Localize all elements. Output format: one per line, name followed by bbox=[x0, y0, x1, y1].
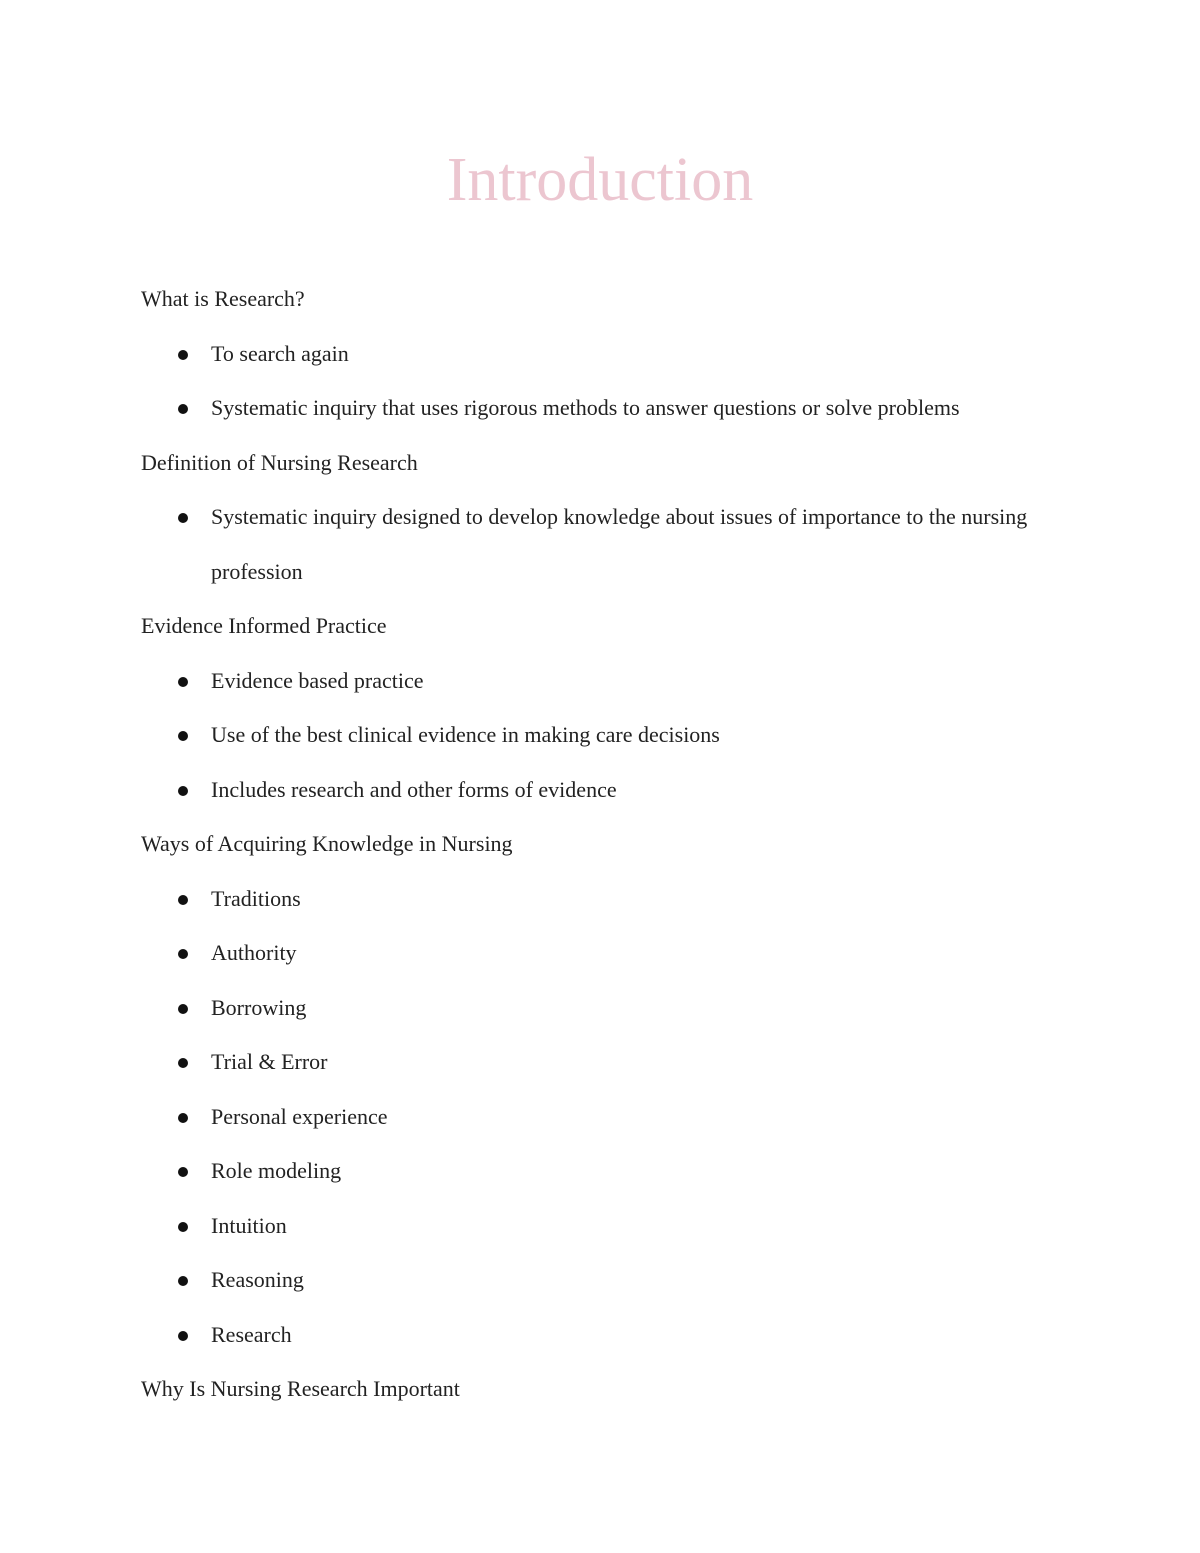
list-item bbox=[141, 327, 1041, 382]
section-heading: Why Is Nursing Research Important bbox=[141, 1376, 460, 1401]
bullet-list bbox=[141, 490, 1041, 599]
document-body bbox=[141, 272, 1041, 1417]
list-item bbox=[141, 1090, 1041, 1145]
bullet-icon bbox=[178, 1167, 188, 1177]
page-title: Introduction bbox=[446, 146, 754, 214]
bullet-icon bbox=[178, 350, 188, 360]
list-item-text: Borrowing bbox=[211, 994, 307, 1020]
list-item-text: Research bbox=[211, 1321, 292, 1347]
bullet-list bbox=[141, 327, 1041, 436]
list-item-text: To search again bbox=[211, 340, 349, 366]
list-item-text: Systematic inquiry that uses rigorous methods to answer questions or solve problems bbox=[211, 395, 960, 420]
bullet-icon bbox=[178, 731, 188, 741]
section-heading: What is Research? bbox=[141, 286, 305, 311]
list-item bbox=[141, 1253, 1041, 1308]
list-item-text: Evidence based practice bbox=[211, 667, 424, 693]
bullet-icon bbox=[178, 949, 188, 959]
list-item bbox=[141, 763, 1041, 818]
list-item-text: Authority bbox=[211, 940, 297, 965]
list-item-text: Traditions bbox=[211, 885, 301, 911]
list-item bbox=[141, 981, 1041, 1036]
bullet-icon bbox=[178, 1004, 188, 1014]
list-item-text: Use of the best clinical evidence in making care decisions bbox=[211, 722, 720, 747]
list-item-text: Intuition bbox=[211, 1212, 287, 1238]
list-item bbox=[141, 1035, 1041, 1090]
list-item bbox=[141, 1144, 1041, 1199]
list-item bbox=[141, 490, 1041, 599]
section-heading: Definition of Nursing Research bbox=[141, 449, 418, 475]
list-item-text: Systematic inquiry designed to develop knowledge about issues of importance to the nursing profession bbox=[211, 504, 1028, 584]
section-heading: Evidence Informed Practice bbox=[141, 613, 387, 638]
list-item bbox=[141, 872, 1041, 927]
bullet-icon bbox=[178, 404, 188, 414]
bullet-icon bbox=[178, 677, 188, 687]
bullet-list bbox=[141, 654, 1041, 818]
section-heading: Ways of Acquiring Knowledge in Nursing bbox=[141, 831, 513, 856]
bullet-icon bbox=[178, 1113, 188, 1123]
bullet-icon bbox=[178, 1222, 188, 1232]
bullet-icon bbox=[178, 786, 188, 796]
bullet-list bbox=[141, 872, 1041, 1363]
list-item bbox=[141, 926, 1041, 981]
list-item-text: Personal experience bbox=[211, 1103, 388, 1129]
bullet-icon bbox=[178, 513, 188, 523]
bullet-icon bbox=[178, 895, 188, 905]
bullet-icon bbox=[178, 1331, 188, 1341]
list-item bbox=[141, 1199, 1041, 1254]
list-item bbox=[141, 381, 1041, 436]
list-item-text: Trial & Error bbox=[211, 1049, 328, 1074]
bullet-icon bbox=[178, 1058, 188, 1068]
list-item-text: Includes research and other forms of evidence bbox=[211, 776, 617, 802]
list-item bbox=[141, 1308, 1041, 1363]
bullet-icon bbox=[178, 1276, 188, 1286]
list-item-text: Reasoning bbox=[211, 1267, 304, 1292]
list-item-text: Role modeling bbox=[211, 1158, 342, 1183]
list-item bbox=[141, 708, 1041, 763]
list-item bbox=[141, 654, 1041, 709]
